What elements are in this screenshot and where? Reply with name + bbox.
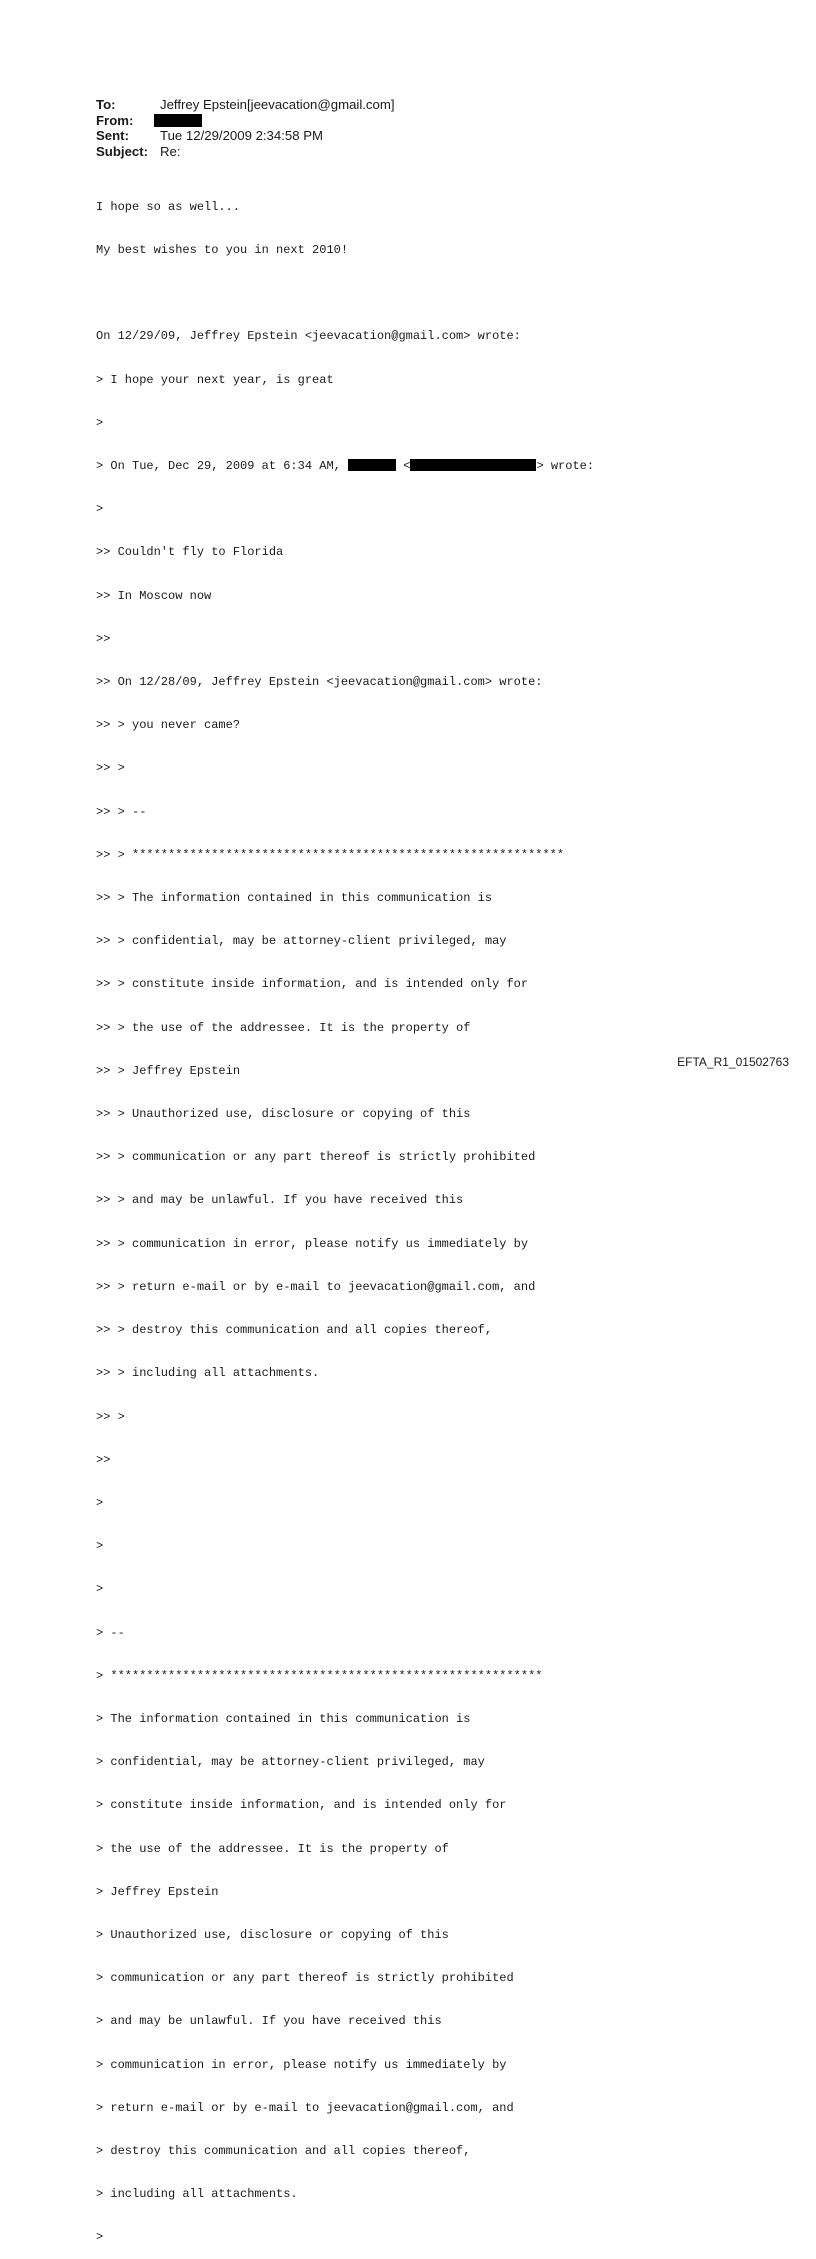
subject-label: Subject:	[96, 143, 149, 159]
from-row	[96, 113, 395, 129]
body-line: >> > constitute inside information, and is intended only for	[96, 977, 529, 992]
body-line: >> > Unauthorized use, disclosure or copying of this	[96, 1107, 471, 1122]
sent-value: Tue 12/29/2009 2:34:58 PM	[160, 128, 324, 143]
body-line: > destroy this communication and all copies thereof,	[96, 2143, 471, 2158]
body-line: >>	[96, 631, 111, 646]
body-line: >	[96, 502, 104, 517]
body-line: >> >	[96, 761, 125, 776]
to-label: To:	[96, 97, 116, 112]
body-line: > including all attachments.	[96, 2187, 298, 2202]
subject-value: Re:	[160, 143, 181, 159]
body-line: >> On 12/28/09, Jeffrey Epstein <jeevacation@gmail.com> wrote:	[96, 675, 543, 690]
body-line: >	[96, 2230, 104, 2245]
body-line: >> > return e-mail or by e-mail to jeevacation@gmail.com, and	[96, 1279, 536, 1294]
body-line: >	[96, 1495, 104, 1510]
body-line: >> > you never came?	[96, 718, 241, 733]
body-line: >	[96, 1539, 104, 1554]
from-label: From:	[96, 112, 134, 128]
redaction-box	[154, 114, 202, 127]
body-line: I hope so as well...	[96, 199, 241, 214]
body-line: > ************************************************************	[96, 1668, 543, 1683]
body-line: > Unauthorized use, disclosure or copying of this	[96, 1927, 449, 1942]
body-line: >> > confidential, may be attorney-client privileged, may	[96, 934, 507, 949]
body-line: > communication or any part thereof is strictly prohibited	[96, 1971, 514, 1986]
body-line-redacted	[96, 459, 594, 473]
body-line: >> > including all attachments.	[96, 1366, 320, 1381]
body-line: > confidential, may be attorney-client privileged, may	[96, 1755, 485, 1770]
body-line: On 12/29/09, Jeffrey Epstein <jeevacation@gmail.com> wrote:	[96, 329, 521, 344]
body-line: > return e-mail or by e-mail to jeevacation@gmail.com, and	[96, 2100, 514, 2115]
body-line: >> > communication in error, please notify us immediately by	[96, 1236, 529, 1251]
sent-label: Sent:	[96, 128, 129, 143]
body-line: > The information contained in this communication is	[96, 1711, 471, 1726]
body-line: > and may be unlawful. If you have received this	[96, 2014, 442, 2029]
body-line: >> In Moscow now	[96, 588, 212, 603]
subject-row	[96, 144, 395, 160]
body-line-part: > On Tue, Dec 29, 2009 at 6:34 AM,	[96, 459, 349, 474]
body-line: > Jeffrey Epstein	[96, 1884, 219, 1899]
sent-row	[96, 128, 395, 144]
body-line	[96, 286, 594, 300]
bates-number: EFTA_R1_01502763	[677, 1055, 789, 1069]
email-body	[96, 171, 594, 2259]
to-row	[96, 97, 395, 113]
body-line: >> > Jeffrey Epstein	[96, 1063, 241, 1078]
body-line: >>	[96, 1452, 111, 1467]
body-line: >> > destroy this communication and all copies thereof,	[96, 1323, 493, 1338]
body-line: >> > --	[96, 804, 147, 819]
body-line: >> > communication or any part thereof is strictly prohibited	[96, 1150, 536, 1165]
body-line: >	[96, 1582, 104, 1597]
body-line: >> >	[96, 1409, 125, 1424]
body-line: >> > and may be unlawful. If you have received this	[96, 1193, 464, 1208]
body-line-part: <	[396, 459, 411, 474]
body-line: >> > The information contained in this communication is	[96, 891, 493, 906]
body-line: My best wishes to you in next 2010!	[96, 243, 349, 258]
redaction-box	[348, 459, 396, 471]
email-header	[96, 97, 395, 159]
body-line: > I hope your next year, is great	[96, 372, 334, 387]
body-line-part: > wrote:	[536, 459, 595, 474]
redaction-box	[410, 459, 536, 471]
body-line: >> > the use of the addressee. It is the property of	[96, 1020, 471, 1035]
to-value: Jeffrey Epstein[jeevacation@gmail.com]	[160, 97, 395, 112]
body-line: > constitute inside information, and is intended only for	[96, 1798, 507, 1813]
body-line: >	[96, 415, 104, 430]
body-line: >> > ************************************************************	[96, 847, 565, 862]
body-line: > --	[96, 1625, 125, 1640]
body-line: > communication in error, please notify us immediately by	[96, 2057, 507, 2072]
body-line: > the use of the addressee. It is the property of	[96, 1841, 449, 1856]
body-line: >> Couldn't fly to Florida	[96, 545, 284, 560]
